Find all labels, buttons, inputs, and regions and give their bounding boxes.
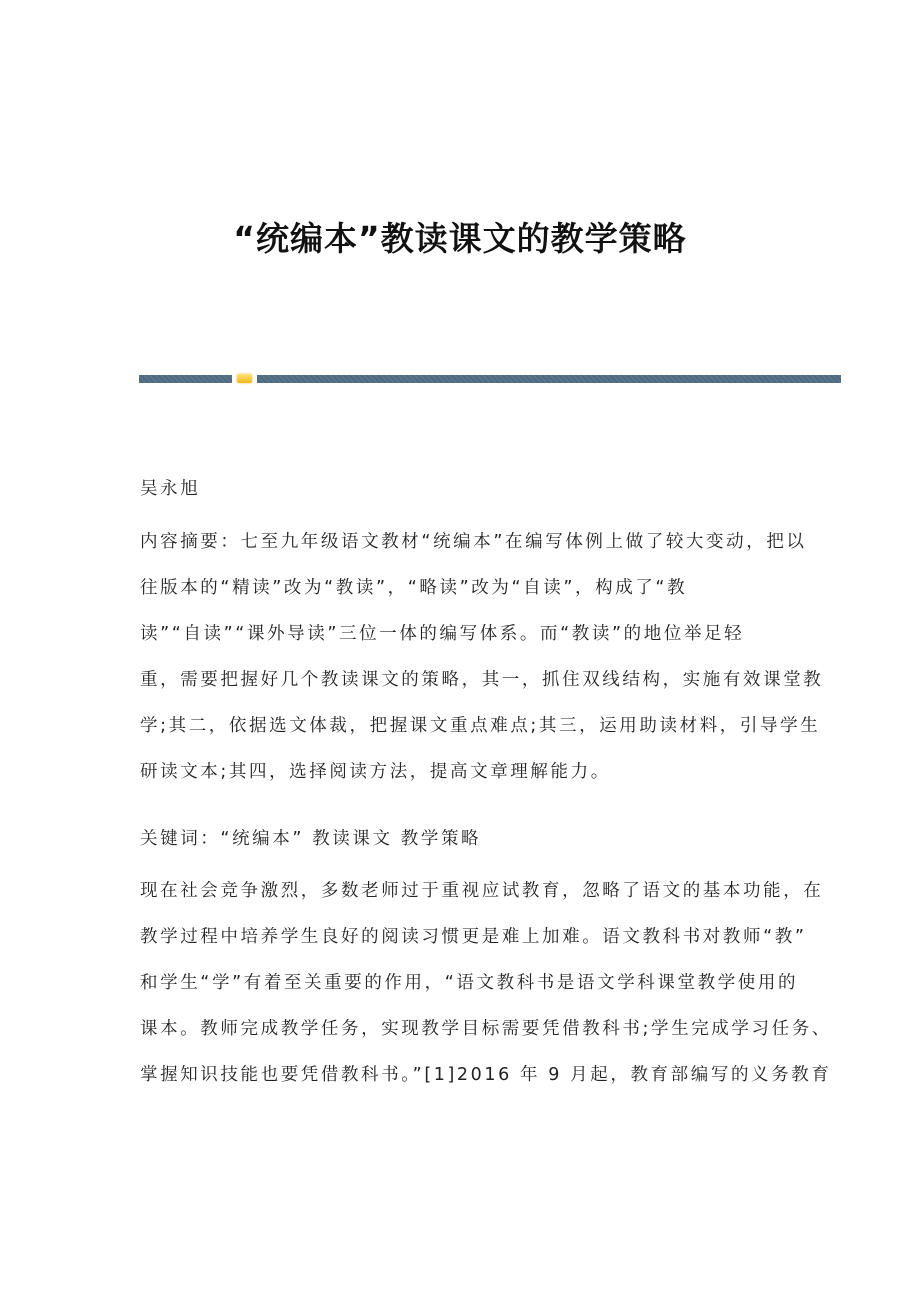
body-paragraph: [140, 868, 832, 1098]
divider-bar-right: [257, 375, 841, 383]
abstract-line: 学;其二，依据选文体裁，把握课文重点难点;其三，运用助读材料，引导学生: [140, 716, 821, 736]
abstract-line: 研读文本;其四，选择阅读方法，提高文章理解能力。: [140, 762, 611, 782]
divider-ornament-icon: [237, 374, 252, 383]
abstract-line: 重，需要把握好几个教读课文的策略，其一，抓住双线结构，实施有效课堂教: [140, 670, 824, 690]
body-line: 和学生“学”有着至关重要的作用，“语文教科书是语文学科课堂教学使用的: [140, 973, 799, 993]
author-name: 吴永旭: [140, 479, 201, 499]
abstract-line: 读”“自读”“课外导读”三位一体的编写体系。而“教读”的地位举足轻: [140, 624, 745, 644]
keywords: 关键词：“统编本” 教读课文 教学策略: [140, 829, 482, 849]
body-line: 课本。教师完成教学任务，实现教学目标需要凭借教科书;学生完成学习任务、: [140, 1019, 832, 1039]
body-line: 现在社会竞争激烈，多数老师过于重视应试教育，忽略了语文的基本功能，在: [140, 881, 824, 901]
document-title: “统编本”教读课文的教学策略: [233, 219, 687, 258]
body-line: 教学过程中培养学生良好的阅读习惯更是难上加难。语文教科书对教师“教”: [140, 927, 807, 947]
abstract-line: 往版本的“精读”改为“教读”，“略读”改为“自读”，构成了“教: [140, 578, 688, 598]
divider-bar-left: [139, 375, 232, 383]
abstract-line: 内容摘要：七至九年级语文教材“统编本”在编写体例上做了较大变动，把以: [140, 532, 807, 552]
body-line: 掌握知识技能也要凭借教科书。”[1]2016 年 9 月起，教育部编写的义务教育: [140, 1065, 832, 1085]
abstract: [140, 519, 824, 795]
title-divider: [139, 375, 841, 383]
